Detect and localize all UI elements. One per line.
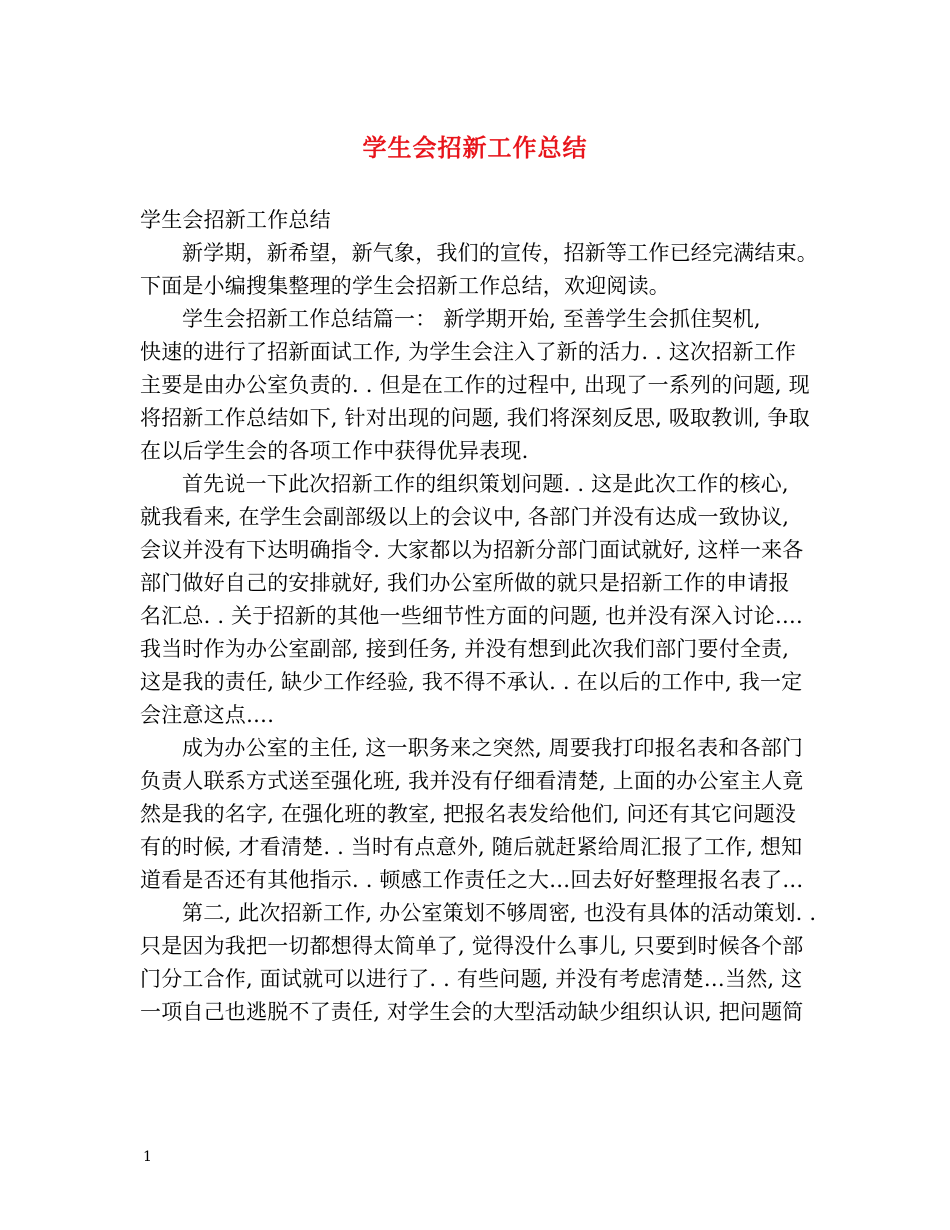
text-line: 成为办公室的主任, 这一职务来之突然, 周要我打印报名表和各部门 [182, 736, 804, 760]
text-line: 会注意这点…. [140, 703, 275, 727]
text-line: 下面是小编搜集整理的学生会招新工作总结，欢迎阅读。 [140, 274, 670, 298]
text-line: 名汇总. . 关于招新的其他一些细节性方面的问题, 也并没有深入讨论…. [140, 604, 803, 628]
text-line: 会议并没有下达明确指令. 大家都以为招新分部门面试就好, 这样一来各 [140, 538, 804, 562]
text-line: 学生会招新工作总结篇一： 新学期开始, 至善学生会抓住契机, [182, 307, 761, 331]
text-line: 只是因为我把一切都想得太简单了, 觉得没什么事儿, 只要到时候各个部 [140, 934, 804, 958]
text-line: 然是我的名字, 在强化班的教室, 把报名表发给他们, 问还有其它问题没 [140, 802, 797, 826]
text-line: 第二, 此次招新工作, 办公室策划不够周密, 也没有具体的活动策划. . [182, 901, 817, 925]
text-line: 有的时候, 才看清楚. . 当时有点意外, 随后就赶紧给周汇报了工作, 想知 [140, 835, 803, 859]
text-line: 首先说一下此次招新工作的组织策划问题. . 这是此次工作的核心, [182, 472, 789, 496]
document-body [140, 204, 824, 1029]
page-number: 1 [143, 1149, 152, 1165]
text-line: 负责人联系方式送至强化班, 我并没有仔细看清楚, 上面的办公室主人竟 [140, 769, 804, 793]
text-line: 将招新工作总结如下, 针对出现的问题, 我们将深刻反思, 吸取教训, 争取 [140, 406, 810, 430]
text-line: 我当时作为办公室副部, 接到任务, 并没有想到此次我们部门要付全责, [140, 637, 790, 661]
text-line: 道看是否还有其他指示. . 顿感工作责任之大…回去好好整理报名表了… [140, 868, 804, 892]
text-line: 门分工合作, 面试就可以进行了. . 有些问题, 并没有考虑清楚…当然, 这 [140, 967, 803, 991]
text-line: 这是我的责任, 缺少工作经验, 我不得不承认. . 在以后的工作中, 我一定 [140, 670, 803, 694]
text-line: 新学期，新希望，新气象，我们的宣传，招新等工作已经完满结束。 [182, 241, 818, 265]
text-line: 在以后学生会的各项工作中获得优异表现. [140, 439, 529, 463]
text-line: 一项自己也逃脱不了责任, 对学生会的大型活动缺少组织认识, 把问题简 [140, 1000, 804, 1024]
text-line: 主要是由办公室负责的. . 但是在工作的过程中, 出现了一系列的问题, 现 [140, 373, 810, 397]
text-line: 部门做好自己的安排就好, 我们办公室所做的就只是招新工作的申请报 [140, 571, 790, 595]
text-line: 快速的进行了招新面试工作, 为学生会注入了新的活力. . 这次招新工作 [140, 340, 797, 364]
text-line: 就我看来, 在学生会副部级以上的会议中, 各部门并没有达成一致协议, [140, 505, 790, 529]
document-title: 学生会招新工作总结 [362, 133, 588, 162]
text-line: 学生会招新工作总结 [140, 208, 331, 232]
